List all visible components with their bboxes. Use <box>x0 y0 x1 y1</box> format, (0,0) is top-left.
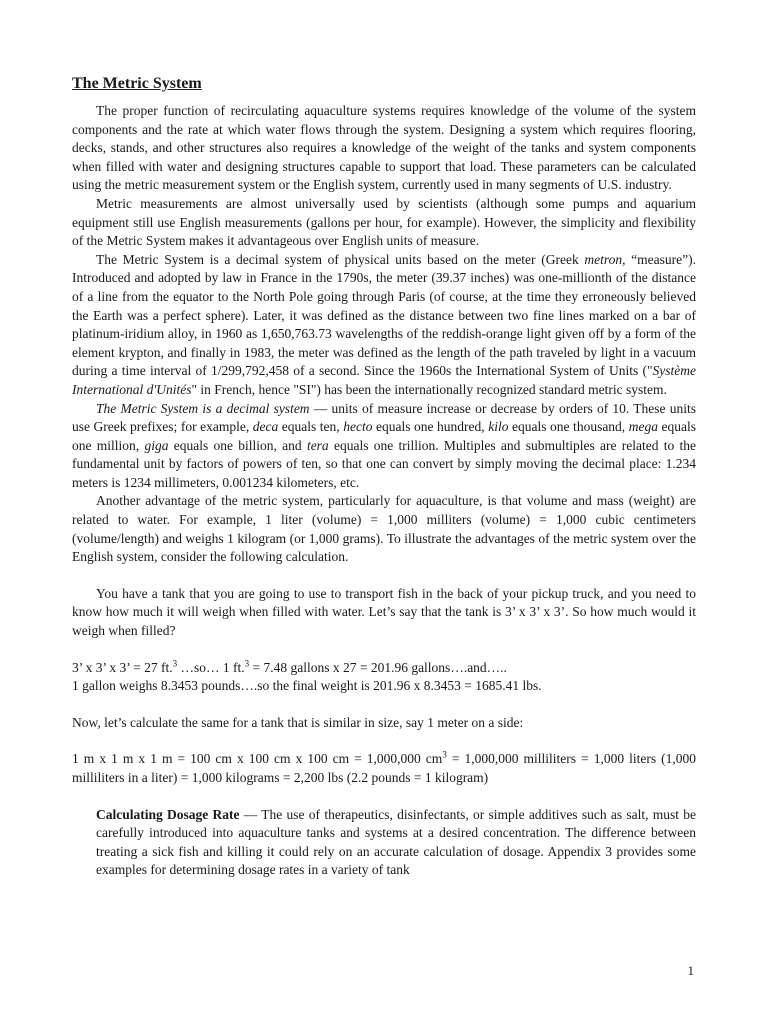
term-si-name: Système International d'Unités <box>72 363 696 397</box>
text-run: equals one billion, and <box>168 437 307 453</box>
section-heading-dosage: Calculating Dosage Rate <box>96 806 240 822</box>
text-run: equals one hundred, <box>372 419 489 435</box>
prefix-hecto: hecto <box>343 419 373 435</box>
text-run: , “measure”). Introduced and adopted by law in France in the 1790s, the meter (39.37 inches) was one-millionth of the distance of a line from the equator to the North Pole going through Paris (of course, at the time they erroneously believed the Earth was a perfect sphere). Later, it was defined as the distance between two fine lines marked on a bar of platinum-iridium alloy, in 1960 as 1,650,763.73 wavelengths of the reddish-orange light given off by a form of the element krypton, and finally in 1983, the meter was defined as the length of the path traveled by light in a vacuum during a time interval of 1/299,792,458 of a second. Since the 1960s the International System of Units (" <box>72 251 696 379</box>
text-run: 1 m x 1 m x 1 m = 100 cm x 100 cm x 100 cm = 1,000,000 cm <box>72 751 443 767</box>
text-run: — units of measure increase or decrease by orders of 10. These units use Greek prefixes; for example, <box>72 400 696 435</box>
paragraph-volume-mass: Another advantage of the metric system, particularly for aquaculture, is that volume and mass (weight) are related to water. For example, 1 liter (volume) = 1,000 milliters (volume) = 1,000 cubic centimeters (volume/length) and weighs 1 kilogram (or 1,000 grams). To illustrate the advantages of the metric system over the English system, consider the following calculation. <box>72 493 696 565</box>
lead-phrase: The Metric System is a decimal system <box>96 400 310 416</box>
prefix-mega: mega <box>628 419 658 435</box>
text-run: " in French, hence "SI") has been the internationally recognized standard metric system. <box>191 381 667 397</box>
calculation-english-weight: 1 gallon weighs 8.3453 pounds….so the final weight is 201.96 x 8.3453 = 1685.41 lbs. <box>72 678 542 694</box>
paragraph-metric-usage: Metric measurements are almost universally used by scientists (although some pumps and aquarium equipment still use English measurements (gallons per hour, for example). However, the simplicity and flexibility of the Metric System makes it advantageous over English units of measure. <box>72 195 696 249</box>
prefix-tera: tera <box>306 437 329 453</box>
prefix-giga: giga <box>144 437 169 453</box>
calculation-english-volume <box>72 659 696 678</box>
document-title: The Metric System <box>72 75 202 92</box>
text-run: equals one trillion. Multiples and submultiples are related to the fundamental unit by factors of powers of ten, so that one can convert by simply moving the decimal place: 1.234 meters is 1234 millimeters, 0.001234 kilometers, etc. <box>72 437 696 490</box>
text-run: The Metric System is a decimal system of physical units based on the meter (Greek <box>96 251 585 267</box>
paragraph-decimal-system <box>72 400 696 493</box>
text-run: equals one million, <box>72 419 697 453</box>
text-run: = 1,000,000 milliliters = 1,000 liters (1,000 milliliters in a liter) = 1,000 kilograms = 2,200 lbs (2.2 pounds = 1 kilogram) <box>72 751 696 785</box>
text-run: …so… 1 ft. <box>177 659 245 675</box>
superscript: 3 <box>244 658 250 669</box>
text-run: 3’ x 3’ x 3’ = 27 ft. <box>72 659 173 675</box>
paragraph-metric-example: Now, let’s calculate the same for a tank that is similar in size, say 1 meter on a side: <box>72 714 524 730</box>
paragraph-dosage-rate <box>96 806 696 880</box>
prefix-deca: deca <box>252 419 279 435</box>
text-run: equals one thousand, <box>508 419 629 435</box>
text-run: — The use of therapeutics, disinfectants, or simple additives such as salt, must be carefully introduced into aquaculture tanks and systems at a desired concentration. The difference between treating a sick fish and killing it could rely on an accurate calculation of dosage. Appendix 3 provides some examples for determining dosage rates in a variety of tank <box>96 806 696 878</box>
text-run: = 7.48 gallons x 27 = 201.96 gallons….and….. <box>249 659 507 675</box>
term-metron: metron <box>584 251 623 267</box>
paragraph-metric-history <box>72 251 696 400</box>
text-run: equals ten, <box>278 419 344 435</box>
calculation-metric <box>72 750 696 787</box>
superscript: 3 <box>172 658 178 669</box>
page-number: 1 <box>687 963 694 978</box>
document-page <box>72 74 696 880</box>
prefix-kilo: kilo <box>488 419 509 435</box>
superscript: 3 <box>442 749 447 760</box>
paragraph-intro: The proper function of recirculating aquaculture systems requires knowledge of the volume of the system components and the rate at which water flows through the system. Designing a system which requires flooring, decks, stands, and other structures also requires a knowledge of the weight of the tanks and system components when filled with water and designing structures capable to support that load. These parameters can be calculated using the metric measurement system or the English system, currently used in many segments of U.S. industry. <box>72 103 696 193</box>
paragraph-tank-example: You have a tank that you are going to use to transport fish in the back of your pickup truck, and you need to know how much it will weigh when filled with water. Let’s say that the tank is 3’ x 3’ x 3’. So how much would it weigh when filled? <box>72 585 696 639</box>
